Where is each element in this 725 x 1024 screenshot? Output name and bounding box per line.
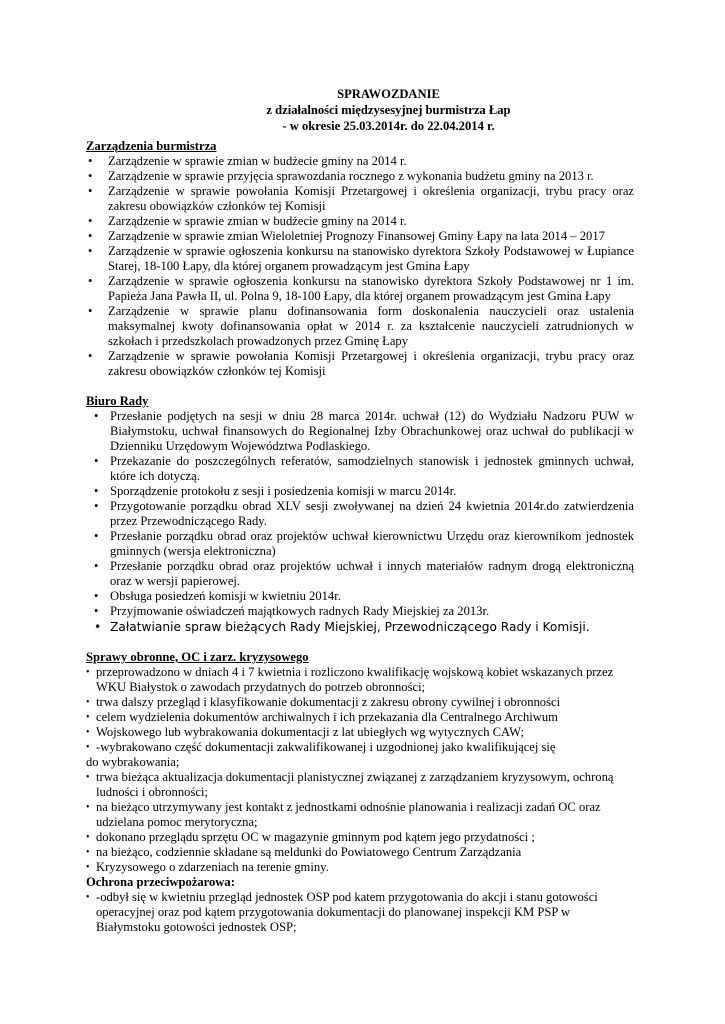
report-content [86, 139, 634, 935]
list-item: • Obsługa posiedzeń komisji w kwietniu 2014r. [92, 589, 634, 604]
list-item: • Kryzysowego o zdarzeniach na terenie gminy. [86, 860, 634, 875]
list-item: • Przesłanie podjętych na sesji w dniu 28 marca 2014r. uchwał (12) do Wydziału Nadzoru PUW w Białymstoku, uchwał finansowych do Regionalnej Izby Obrachunkowej oraz uchwał do publikacji w Dzienniku Urzędowym Województwa Podlaskiego. [92, 409, 634, 454]
report-subtitle: z działalności międzysesyjnej burmistrza Łap [266, 103, 511, 117]
sprawy-obronne-list [86, 665, 634, 875]
section-heading-sprawy-obronne: Sprawy obronne, OC i zarz. kryzysowego [86, 650, 309, 664]
list-item: • Zarządzenie w sprawie zmian Wieloletniej Prognozy Finansowej Gminy Łapy na lata 2014 – 2017 [86, 229, 634, 244]
list-item-continuation: do wybrakowania; [86, 755, 180, 769]
list-item: • na bieżąco utrzymywany jest kontakt z jednostkami odnośnie planowania i realizacji zadań OC oraz udzielana pomoc merytoryczna; [86, 800, 634, 830]
list-item: • dokonano przeglądu sprzętu OC w magazynie gminnym pod kątem jego przydatności ; [86, 830, 634, 845]
list-item: • -odbył się w kwietniu przegląd jednostek OSP pod katem przygotowania do akcji i stanu gotowości operacyjnej oraz pod kątem przygotowania dokumentacji do planowanej inspekcji KM PSP w Białymstoku gotowości jednostek OSP; [86, 890, 634, 935]
list-item: • -wybrakowano część dokumentacji zakwalifikowanej i uzgodnionej jako kwalifikującej się [86, 740, 634, 755]
list-item: • Zarządzenie w sprawie planu dofinansowania form doskonalenia nauczycieli oraz ustalenia maksymalnej kwoty dofinansowania opłat w 2014 r. za kształcenie nauczycieli zatrudnionych w szkołach i przedszkolach prowadzonych przez Gminę Łapy [86, 304, 634, 349]
report-title: SPRAWOZDANIE [337, 87, 440, 101]
biuro-rady-list [86, 409, 634, 635]
list-item: • trwa bieżąca aktualizacja dokumentacji planistycznej związanej z zarządzaniem kryzysowym, ochroną ludności i obronności; [86, 770, 634, 800]
list-item: • na bieżąco, codziennie składane są meldunki do Powiatowego Centrum Zarządzania [86, 845, 634, 860]
list-item: • trwa dalszy przegląd i klasyfikowanie dokumentacji z zakresu obrony cywilnej i obronności [86, 695, 634, 710]
list-item: • Zarządzenie w sprawie przyjęcia sprawozdania rocznego z wykonania budżetu gminy na 2013 r. [86, 169, 634, 184]
section-heading-zarzadzenia: Zarządzenia burmistrza [86, 139, 217, 153]
list-item: • Przesłanie porządku obrad oraz projektów uchwał kierownictwu Urzędu oraz kierownikom jednostek gminnych (wersja elektroniczna) [92, 529, 634, 559]
list-item: • Zarządzenie w sprawie powołania Komisji Przetargowej i określenia organizacji, trybu pracy oraz zakresu obowiązków członków tej Komisji [86, 184, 634, 214]
list-item: • Przyjmowanie oświadczeń majątkowych radnych Rady Miejskiej za 2013r. [92, 604, 634, 619]
zarzadzenia-list [86, 154, 634, 379]
list-item: • Zarządzenie w sprawie zmian w budżecie gminy na 2014 r. [86, 154, 634, 169]
subheading-ochrona-ppoz: Ochrona przeciwpożarowa: [86, 875, 235, 889]
list-item: • przeprowadzono w dniach 4 i 7 kwietnia i rozliczono kwalifikację wojskową kobiet wskazanych przez WKU Białystok o zawodach przydatnych do potrzeb obronności; [86, 665, 634, 695]
list-item: • Przekazanie do poszczególnych referatów, samodzielnych stanowisk i jednostek gminnych uchwał, które ich dotyczą. [92, 454, 634, 484]
list-item: • Sporządzenie protokołu z sesji i posiedzenia komisji w marcu 2014r. [92, 484, 634, 499]
section-heading-biuro-rady: Biuro Rady [86, 394, 149, 408]
list-item: • Zarządzenie w sprawie powołania Komisji Przetargowej i określenia organizacji, trybu pracy oraz zakresu obowiązków członków tej Komisji [86, 349, 634, 379]
list-item: • Przesłanie porządku obrad oraz projektów uchwał i innych materiałów radnym drogą elektroniczną oraz w wersji papierowej. [92, 559, 634, 589]
list-item: • celem wydzielenia dokumentów archiwalnych i ich przekazania dla Centralnego Archiwum [86, 710, 634, 725]
report-title-block [0, 86, 725, 134]
report-period: - w okresie 25.03.2014r. do 22.04.2014 r. [282, 119, 495, 133]
list-item: • Zarządzenie w sprawie ogłoszenia konkursu na stanowisko dyrektora Szkoły Podstawowej w Łupiance Starej, 18-100 Łapy, dla której organem prowadzącym jest Gmina Łapy [86, 244, 634, 274]
list-item: • Wojskowego lub wybrakowania dokumentacji z lat ubiegłych wg wytycznych CAW; [86, 725, 634, 740]
list-item: • Przygotowanie porządku obrad XLV sesji zwoływanej na dzień 24 kwietnia 2014r.do zatwierdzenia przez Przewodniczącego Rady. [92, 499, 634, 529]
list-item: • Załatwianie spraw bieżących Rady Miejskiej, Przewodniczącego Rady i Komisji. [92, 619, 634, 635]
list-item: • Zarządzenie w sprawie ogłoszenia konkursu na stanowisko dyrektora Szkoły Podstawowej nr 1 im. Papieża Jana Pawła II, ul. Polna 9, 18-100 Łapy, dla której organem prowadzącym jest Gmina Łapy [86, 274, 634, 304]
list-item: • Zarządzenie w sprawie zmian w budżecie gminy na 2014 r. [86, 214, 634, 229]
ochrona-ppoz-list [86, 890, 634, 935]
